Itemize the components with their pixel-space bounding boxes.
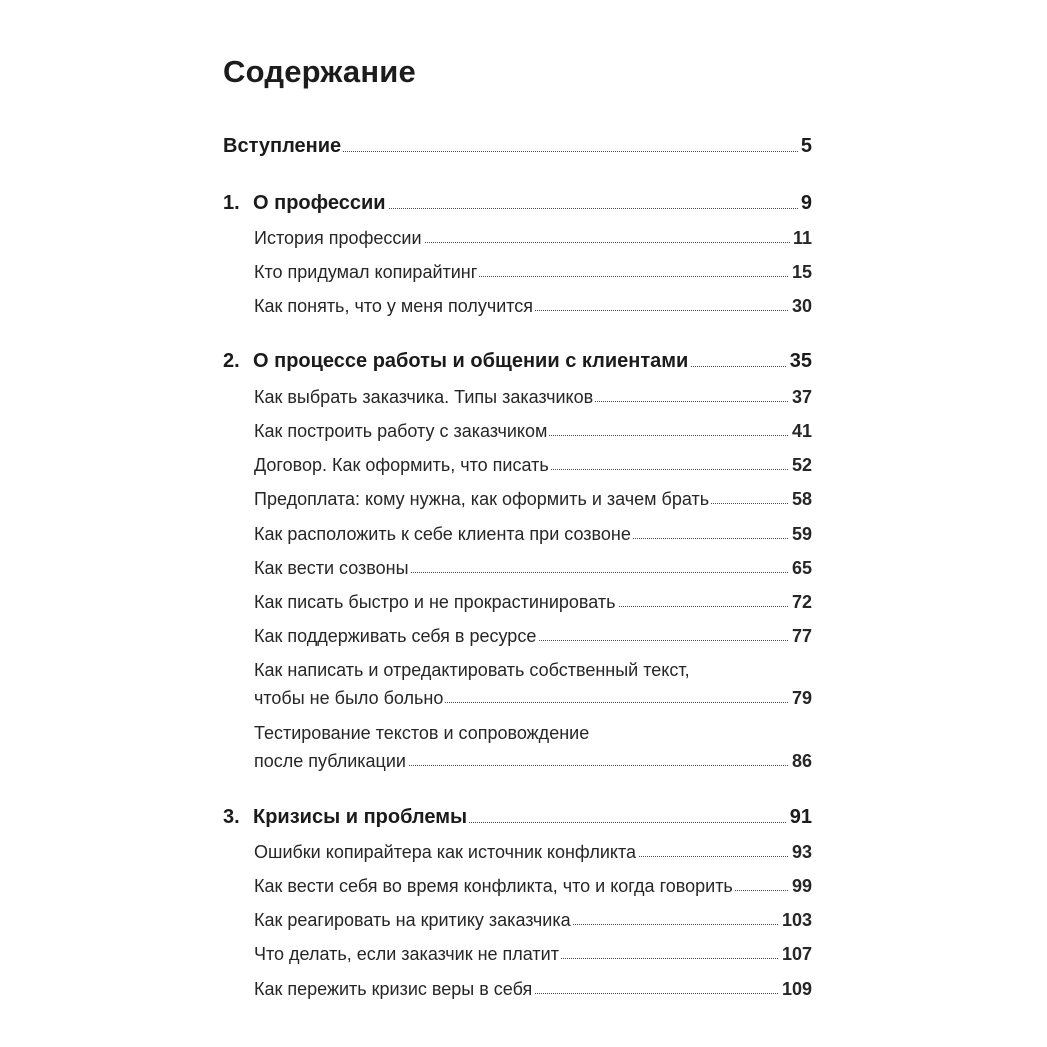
- toc-entry-label: Предоплата: кому нужна, как оформить и зачем брать: [254, 488, 710, 509]
- toc-page-number: 99: [789, 876, 812, 897]
- toc-entry-label: О процессе работы и общении с клиентами: [253, 349, 689, 372]
- toc-section: [0, 258, 1047, 288]
- toc-page-number: 93: [789, 842, 812, 863]
- toc-entry-label: Как пережить кризис веры в себя: [254, 978, 533, 999]
- toc-page-number: 35: [787, 350, 812, 373]
- toc-page-number: 103: [779, 910, 812, 931]
- chapter-number: 3.: [223, 805, 240, 828]
- toc-page-number: 72: [789, 592, 812, 613]
- toc-page-number: 11: [790, 228, 812, 249]
- toc-entry-label-line1: Как написать и отредактировать собственный текст,: [254, 659, 690, 680]
- toc-page-number: 9: [798, 192, 812, 215]
- toc-page-number: 77: [789, 626, 812, 647]
- toc-entry-label: История профессии: [254, 227, 422, 248]
- toc-chapter: [0, 347, 1047, 377]
- toc-section: [0, 588, 1047, 618]
- toc-chapter: [0, 189, 1047, 219]
- toc-page-number: 59: [789, 524, 812, 545]
- toc-entry-label: Договор. Как оформить, что писать: [254, 454, 549, 475]
- toc-entry-label: Ошибки копирайтера как источник конфликта: [254, 841, 637, 862]
- toc-entry-label: Что делать, если заказчик не платит: [254, 943, 559, 964]
- toc-entry-label: Кто придумал копирайтинг: [254, 261, 478, 282]
- toc-chapter: [0, 803, 1047, 833]
- toc-page-number: 58: [789, 489, 812, 510]
- toc-section: [0, 940, 1047, 970]
- toc-page-number: 107: [779, 944, 812, 965]
- toc-entry-label: Как построить работу с заказчиком: [254, 420, 548, 441]
- toc-page-number: 109: [779, 979, 812, 1000]
- toc-page-number: 37: [789, 387, 812, 408]
- toc-page-number: 52: [789, 455, 812, 476]
- toc-section: [0, 485, 1047, 515]
- toc-entry-label: Как вести себя во время конфликта, что и когда говорить: [254, 875, 733, 896]
- toc-entry-label: О профессии: [253, 191, 386, 214]
- toc-section: [0, 292, 1047, 322]
- toc-entry-label-line1: Тестирование текстов и сопровождение: [254, 722, 590, 743]
- toc-entry-label: Вступление: [223, 134, 342, 157]
- toc-section: [0, 722, 1047, 777]
- toc-section: [0, 451, 1047, 481]
- toc-section: [0, 906, 1047, 936]
- toc-section: [0, 872, 1047, 902]
- toc-section: [0, 659, 1047, 714]
- toc-page-number: 86: [789, 751, 812, 772]
- toc-entry-label: Как понять, что у меня получится: [254, 295, 534, 316]
- toc-section: [0, 520, 1047, 550]
- toc-section: [0, 383, 1047, 413]
- toc-entry-label: Как выбрать заказчика. Типы заказчиков: [254, 386, 594, 407]
- toc-page-number: 15: [789, 262, 812, 283]
- toc-page-number: 5: [798, 135, 812, 158]
- toc-section: [0, 417, 1047, 447]
- toc-entry-label: Кризисы и проблемы: [253, 805, 468, 828]
- toc-page-number: 30: [789, 296, 812, 317]
- toc-entry-label: Как расположить к себе клиента при созвоне: [254, 523, 631, 544]
- toc-entry-label: Как вести созвоны: [254, 557, 409, 578]
- toc-section: [0, 838, 1047, 868]
- toc-entry-label: после публикации: [254, 750, 406, 771]
- toc-page-number: 91: [787, 806, 812, 829]
- chapter-number: 1.: [223, 191, 240, 214]
- toc-chapter: [0, 132, 1047, 162]
- toc-entry-label: чтобы не было больно: [254, 687, 444, 708]
- toc-entry-label: Как писать быстро и не прокрастинировать: [254, 591, 616, 612]
- toc-section: [0, 554, 1047, 584]
- toc-section: [0, 622, 1047, 652]
- chapter-number: 2.: [223, 349, 240, 372]
- toc-entry-label: Как поддерживать себя в ресурсе: [254, 625, 537, 646]
- toc-section: [0, 224, 1047, 254]
- toc-entry-label: Как реагировать на критику заказчика: [254, 909, 571, 930]
- toc-section: [0, 975, 1047, 1005]
- toc-page-number: 41: [789, 421, 812, 442]
- toc-page-number: 79: [789, 688, 812, 709]
- toc-page-number: 65: [789, 558, 812, 579]
- page-title: Содержание: [223, 54, 416, 89]
